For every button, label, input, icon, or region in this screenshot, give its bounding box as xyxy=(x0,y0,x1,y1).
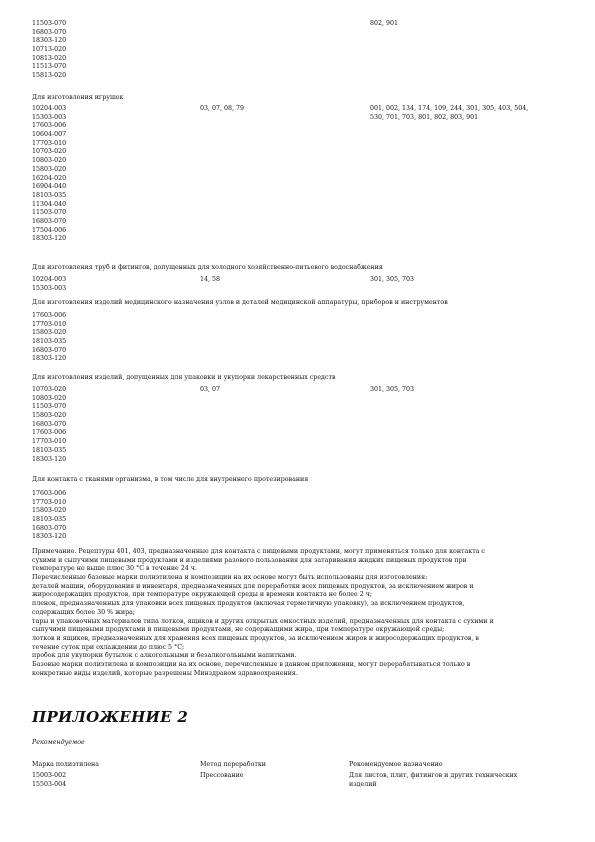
recipe-numbers xyxy=(370,105,528,122)
grade-code: 18303-120 xyxy=(32,455,67,463)
section-heading-medicine-packaging: Для изготовления изделий, допущенных для упаковки и укупорки лекарственных средств xyxy=(32,374,336,381)
grade-code: 17603-006 xyxy=(32,429,67,437)
grade-code: 15303-003 xyxy=(32,113,67,121)
note-line: конкретные виды изделий, которые разрешены Минздравом здравоохранения. xyxy=(32,669,298,677)
appendix-title: ПРИЛОЖЕНИЕ 2 xyxy=(32,708,189,726)
note-line: течение суток при охлаждении до плюс 5 °С; xyxy=(32,643,185,651)
recipe-numbers: 802, 901 xyxy=(370,20,399,27)
table-row-grades xyxy=(32,772,66,789)
grade-code: 15003-002 xyxy=(32,772,67,779)
appendix-subtitle: Рекомендуемое xyxy=(32,739,85,746)
stabilizer-numbers: 03, 07 xyxy=(200,386,221,393)
grade-code: 18303-120 xyxy=(32,355,67,363)
section-heading-pipes: Для изготовления труб и фитингов, допущенных для холодного хозяйственно-питьевого водоснабжения xyxy=(32,264,383,271)
stabilizer-numbers: 14, 58 xyxy=(200,276,221,283)
table-cell-method: Прессование xyxy=(200,772,244,779)
toys-grade-list xyxy=(32,105,66,244)
grade-code: 10204-003 xyxy=(32,276,67,283)
grade-code: 16803-070 xyxy=(32,346,67,354)
grade-code: 15503-004 xyxy=(32,780,67,788)
grade-code: 17703-010 xyxy=(32,438,67,446)
grade-code: 10703-020 xyxy=(32,148,67,156)
purpose-line: изделий xyxy=(349,780,377,788)
grade-code: 15803-020 xyxy=(32,329,67,337)
grade-code: 10803-020 xyxy=(32,157,67,165)
grade-code: 16904-040 xyxy=(32,183,67,191)
grade-code: 10604-007 xyxy=(32,131,67,139)
grade-code: 18103-035 xyxy=(32,446,67,454)
note-line: Перечисленные базовые марки полиэтилена и композиции на их основе могут быть использованы для изготовления: xyxy=(32,574,428,582)
grade-code: 11304-040 xyxy=(32,200,67,208)
grade-code: 18103-035 xyxy=(32,516,67,524)
grade-code: 16803-070 xyxy=(32,524,67,532)
recipe-line: 530, 701, 703, 801, 802, 803, 901 xyxy=(370,113,479,121)
grade-code: 11513-070 xyxy=(32,63,67,71)
purpose-line: Для листов, плит, фитингов и других технических xyxy=(349,772,518,779)
grade-code: 10703-020 xyxy=(32,386,67,393)
medical-grade-list xyxy=(32,312,66,364)
grade-code: 18303-120 xyxy=(32,533,67,541)
grade-code: 10204-003 xyxy=(32,105,67,112)
note-line: лотков и ящиков, предназначенных для хранения всех пищевых продуктов, за исключением жиров и жиросодержащих продуктов, в xyxy=(32,634,479,642)
note-line: содержащих более 30 % жира; xyxy=(32,608,136,616)
note-line: сухими и сыпучими пищевыми продуктами и изделиями разового пользования для затаривания жидких пищевых продуктов при xyxy=(32,556,467,564)
grade-code: 11503-070 xyxy=(32,209,67,217)
note-block xyxy=(32,548,562,678)
grade-code: 17603-006 xyxy=(32,490,67,497)
grade-code: 15803-020 xyxy=(32,165,67,173)
section-heading-toys: Для изготовления игрушек xyxy=(32,94,124,101)
section-heading-medical: Для изготовления изделий медицинского назначения узлов и деталей медицинской аппаратуры, приборов и инструментов xyxy=(32,299,448,306)
grade-code: 18103-035 xyxy=(32,338,67,346)
table-header-grade: Марка полиэтилена xyxy=(32,761,99,768)
table-header-method: Метод переработки xyxy=(200,761,266,768)
grade-code: 18103-035 xyxy=(32,191,67,199)
grade-code: 15813-020 xyxy=(32,72,67,80)
grade-code: 17504-006 xyxy=(32,226,67,234)
note-line: пробок для укупорки бутылок с алкогольными и безалкогольными напитками. xyxy=(32,652,297,660)
top-grade-list xyxy=(32,20,66,81)
grade-code: 10813-020 xyxy=(32,54,67,62)
pipes-grade-list xyxy=(32,276,66,293)
grade-code: 17703-010 xyxy=(32,320,67,328)
tissue-grade-list xyxy=(32,490,66,542)
note-line: пленок, предназначенных для упаковки всех пищевых продуктов (включая герметичную упаковку), за исключением продуктов, xyxy=(32,600,465,608)
note-line: Примечание. Рецептуры 401, 403, предназначенные для контакта с пищевыми продуктами, могут применяться только для контакта с xyxy=(32,548,485,555)
grade-code: 18303-120 xyxy=(32,235,67,243)
note-line: деталей машин, оборудования и инвентаря, предназначенных для переработки всех пищевых продуктов, за исключением жиров и xyxy=(32,582,474,590)
grade-code: 16803-070 xyxy=(32,420,67,428)
stabilizer-numbers: 03, 07, 08, 79 xyxy=(200,105,245,112)
note-line: Базовые марки полиэтилена и композиции на их основе, перечисленные в данном приложении, могут перерабатываться только в xyxy=(32,660,471,668)
grade-code: 16803-070 xyxy=(32,217,67,225)
grade-code: 16204-020 xyxy=(32,174,67,182)
grade-code: 17703-010 xyxy=(32,498,67,506)
note-line: тары и упаковочных материалов типа лотков, ящиков и других открытых емкостных изделий, предназначенных для контакта с сухими и xyxy=(32,617,494,625)
note-line: температуре не выше плюс 30 °С в течение 24 ч. xyxy=(32,565,197,573)
grade-code: 10803-020 xyxy=(32,394,67,402)
grade-code: 15803-020 xyxy=(32,507,67,515)
recipe-numbers: 301, 305, 703 xyxy=(370,386,415,393)
packaging-grade-list xyxy=(32,386,66,464)
note-line: жиросодержащих продуктов, при температуре окружающей среды и времени контакта не более 2 ч; xyxy=(32,591,373,599)
table-cell-purpose xyxy=(349,772,517,789)
section-heading-tissue-contact: Для контакта с тканями организма, в том числе для внутреннего протезирования xyxy=(32,476,309,483)
note-line: сыпучими пищевыми продуктами и пищевыми продуктами, не содержащими жира, при температуре окружающей среды; xyxy=(32,626,445,634)
grade-code: 16803-070 xyxy=(32,28,67,36)
grade-code: 11503-070 xyxy=(32,403,67,411)
recipe-numbers: 301, 305, 703 xyxy=(370,276,415,283)
table-header-purpose: Рекомендуемое назначение xyxy=(349,761,443,768)
grade-code: 15803-020 xyxy=(32,412,67,420)
grade-code: 18303-120 xyxy=(32,37,67,45)
grade-code: 15303-003 xyxy=(32,284,67,292)
grade-code: 17703-010 xyxy=(32,139,67,147)
grade-code: 10713-020 xyxy=(32,46,67,54)
recipe-line: 001, 002, 134, 174, 109, 244, 301, 305, 403, 504, xyxy=(370,105,529,112)
grade-code: 17603-006 xyxy=(32,122,67,130)
grade-code: 11503-070 xyxy=(32,20,67,27)
grade-code: 17603-006 xyxy=(32,312,67,319)
